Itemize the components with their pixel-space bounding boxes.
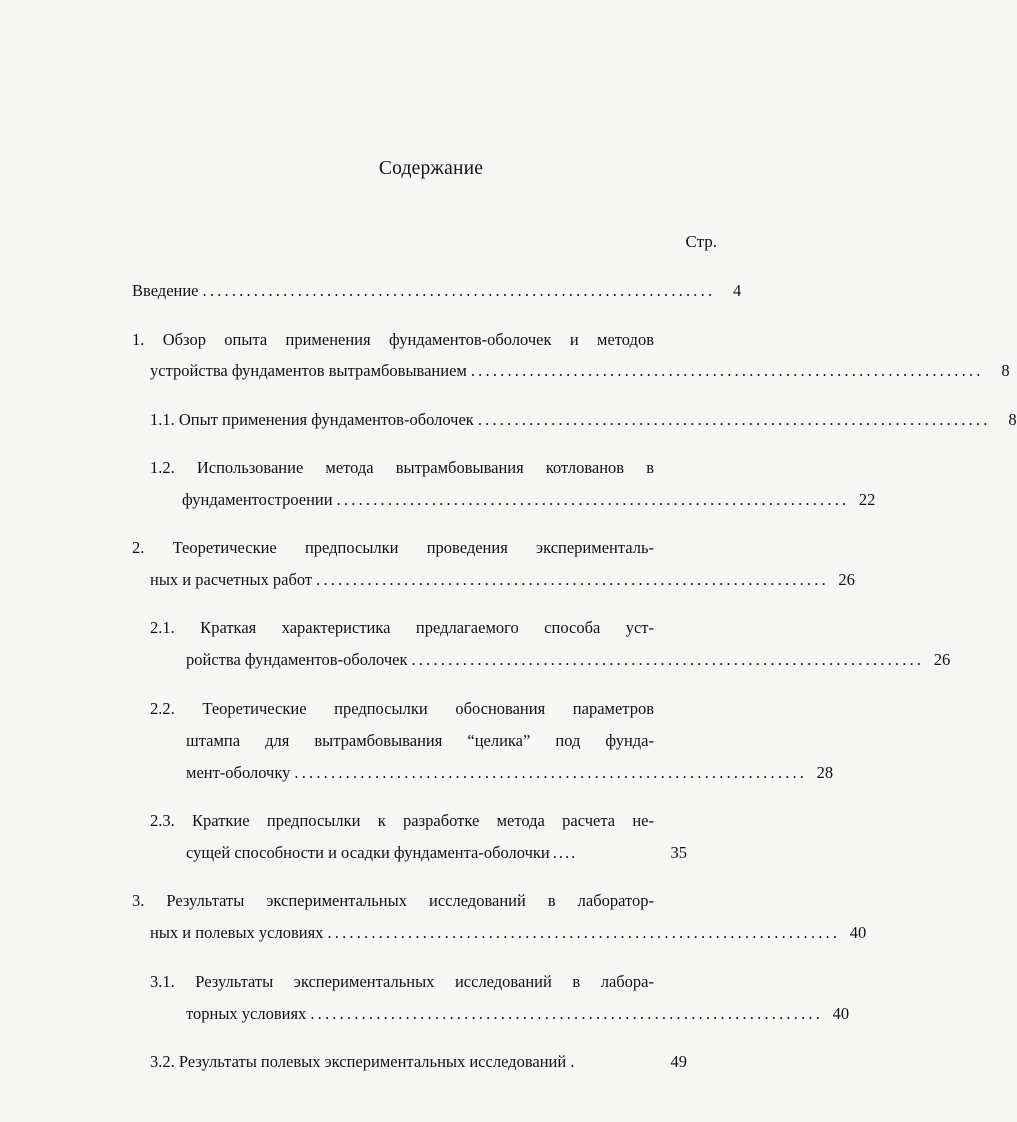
dot-leader: ......................................................................: [336, 490, 850, 509]
toc-entry-2-3-line1: 2.3. Краткие предпосылки к разработке метода расчета не-: [150, 811, 654, 830]
toc-entry-1-2-line1: 1.2. Использование метода вытрамбовывания котлованов в: [150, 458, 654, 477]
dot-leader: ......................................................................: [294, 763, 808, 782]
toc-entry-1: [150, 361, 1010, 381]
dot-leader: ......................................................................: [316, 570, 829, 589]
page-title: Содержание: [378, 158, 484, 179]
toc-entry-title: торных условиях: [186, 1004, 307, 1023]
dot-leader: ......................................................................: [327, 923, 841, 942]
toc-entry-page: 26: [933, 650, 951, 669]
toc-entry-1-line1: 1. Обзор опыта применения фундаментов-оболочек и методов: [132, 330, 654, 349]
toc-entry-2-line1: 2. Теоретические предпосылки проведения эксперименталь-: [132, 538, 654, 557]
toc-entry-page: 49: [670, 1052, 687, 1071]
toc-entry-page: 28: [816, 763, 834, 782]
toc-entry-page: 26: [838, 570, 855, 589]
toc-entry-title: устройства фундаментов вытрамбовыванием: [150, 361, 467, 380]
toc-entry-1-2: [182, 490, 876, 510]
toc-entry-page: 8: [1008, 410, 1017, 429]
toc-entry-2: [150, 570, 855, 590]
dot-leader: .: [570, 1052, 575, 1071]
dot-leader: ......................................................................: [411, 650, 925, 669]
dot-leader: ......................................................................: [310, 1004, 824, 1023]
dot-leader: ....: [552, 843, 578, 862]
toc-entry-3-line1: 3. Результаты экспериментальных исследований в лаборатор-: [132, 891, 654, 910]
dot-leader: ......................................................................: [202, 281, 716, 300]
toc-entry-title: фундаментостроении: [182, 490, 333, 509]
toc-entry-page: 35: [670, 843, 687, 862]
toc-entry-title: Введение: [132, 281, 199, 300]
toc-entry-page: 40: [849, 923, 867, 942]
toc-entry-2-3: [186, 843, 687, 863]
toc-entry-2-2-line1: 2.2. Теоретические предпосылки обоснования параметров: [150, 699, 654, 718]
toc-entry-title: 3.2. Результаты полевых экспериментальных исследований: [150, 1052, 567, 1071]
toc-entry-page: 8: [1001, 361, 1010, 380]
toc-entry-page: 22: [858, 490, 876, 509]
toc-entry-2-1-line1: 2.1. Краткая характеристика предлагаемого способа уст-: [150, 618, 654, 637]
toc-entry-page: 4: [733, 281, 742, 300]
dot-leader: ......................................................................: [477, 410, 991, 429]
toc-entry-3-1-line1: 3.1. Результаты экспериментальных исследований в лабора-: [150, 972, 654, 991]
toc-entry-title: 1.1. Опыт применения фундаментов-оболочек: [150, 410, 474, 429]
toc-entry-3-1: [186, 1004, 850, 1024]
toc-entry-title: мент-оболочку: [186, 763, 291, 782]
toc-entry-2-2: [186, 763, 834, 783]
page-column-label: Стр.: [685, 232, 717, 251]
toc-entry-page: 40: [832, 1004, 850, 1023]
toc-entry-2-2-line2: штампа для вытрамбовывания “целика” под фунда-: [186, 731, 654, 750]
toc-entry-3: [150, 923, 867, 943]
toc-entry-2-1: [186, 650, 951, 670]
dot-leader: ......................................................................: [470, 361, 984, 380]
toc-entry-3-2: [150, 1052, 687, 1072]
toc-entry-introduction: [132, 281, 742, 301]
toc-entry-title: ройства фундаментов-оболочек: [186, 650, 408, 669]
toc-entry-title: ных и расчетных работ: [150, 570, 313, 589]
toc-entry-title: ных и полевых условиях: [150, 923, 324, 942]
toc-entry-title: сущей способности и осадки фундамента-оболочки: [186, 843, 550, 862]
toc-entry-1-1: [150, 410, 1017, 430]
